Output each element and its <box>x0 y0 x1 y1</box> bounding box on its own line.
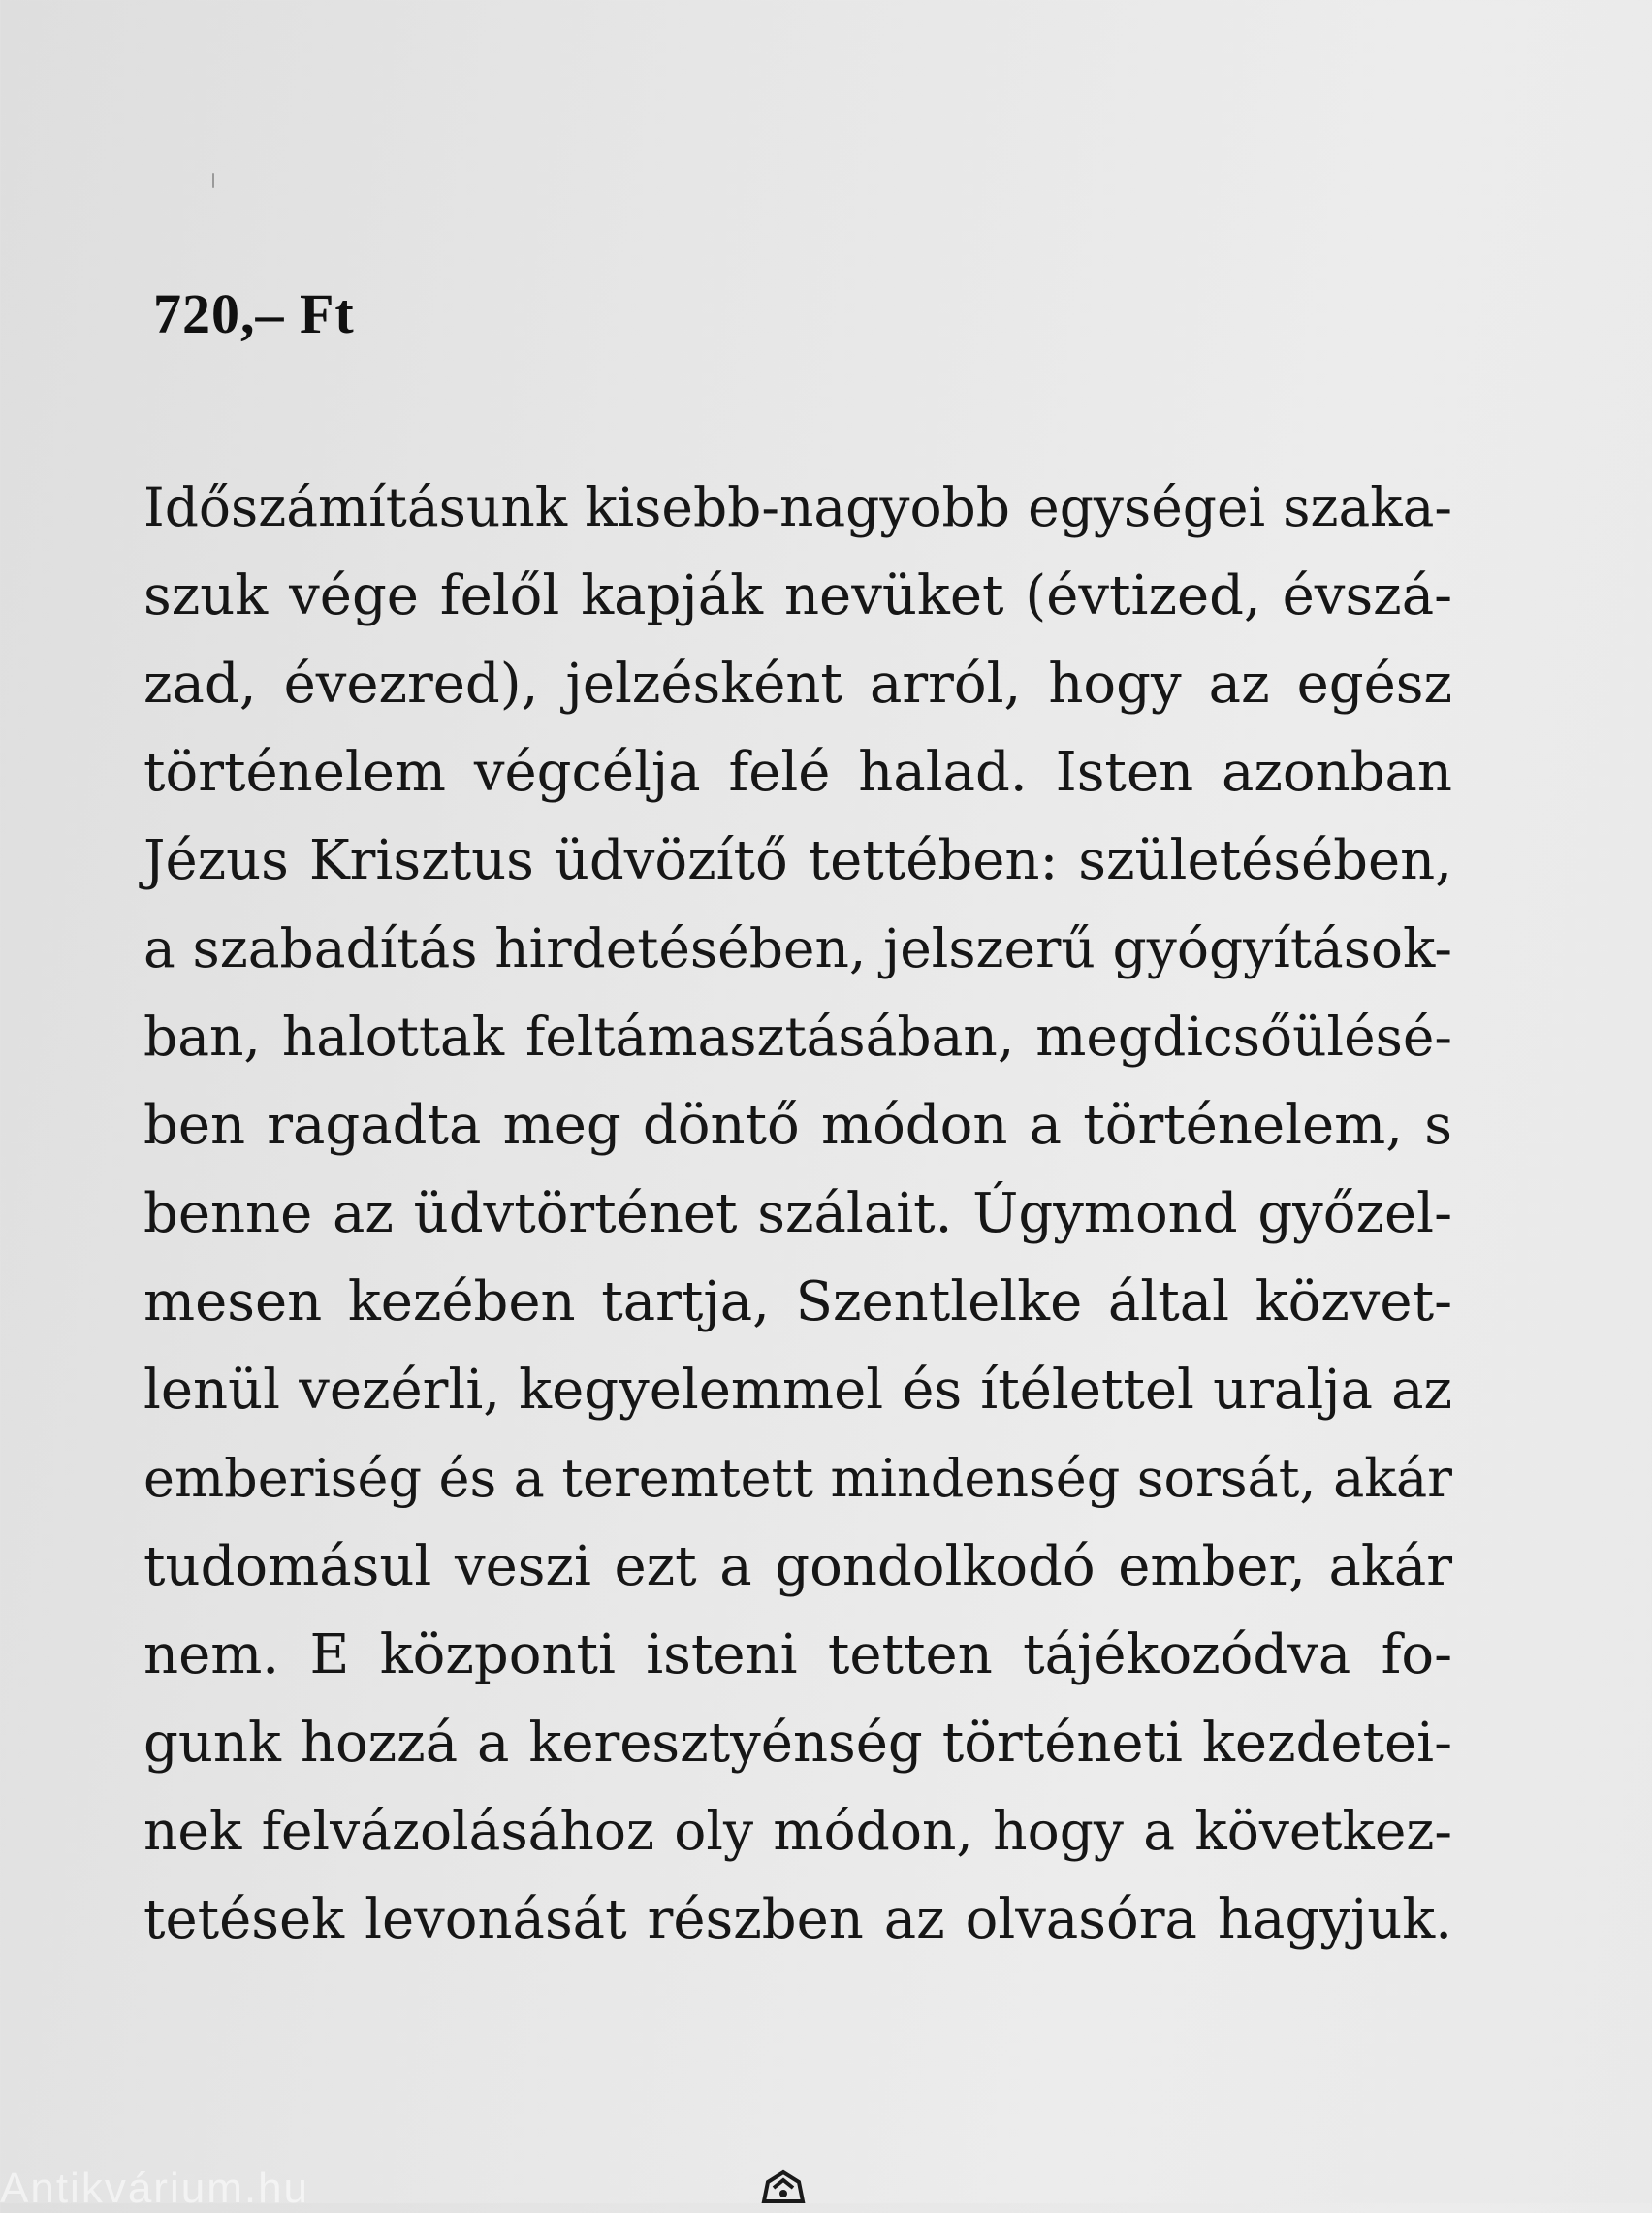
paragraph-line: benne az üdvtörténet szálait. Úgymond győzel- <box>143 1182 1452 1245</box>
paragraph-line: tetések levonását részben az olvasóra hagyjuk. <box>143 1888 1452 1951</box>
paragraph-line: lenül vezérli, kegyelemmel és ítélettel uralja az <box>143 1359 1452 1422</box>
paragraph-line: a szabadítás hirdetésében, jelszerű gyógyítások- <box>143 917 1452 979</box>
paragraph-line: történelem végcélja felé halad. Isten azonban <box>143 741 1452 804</box>
paper-speck <box>212 173 214 188</box>
paragraph-line: nek felvázolásához oly módon, hogy a következ- <box>143 1800 1452 1862</box>
paragraph-line: Jézus Krisztus üdvözítő tettében: születésében, <box>143 829 1452 892</box>
blurb-paragraph <box>143 464 1452 1964</box>
paragraph-line: nem. E központi isteni tetten tájékozódva fo- <box>143 1623 1452 1686</box>
publisher-logo-icon <box>758 2168 809 2203</box>
paragraph-line: Időszámításunk kisebb-nagyobb egységei szaka- <box>143 476 1452 538</box>
price-label: 720,– Ft <box>153 282 355 345</box>
paragraph-line: mesen kezében tartja, Szentlelke által közvet- <box>143 1270 1452 1333</box>
paragraph-line: emberiség és a teremtett mindenség sorsát, akár <box>143 1448 1452 1509</box>
paragraph-line: tudomásul veszi ezt a gondolkodó ember, akár <box>143 1535 1452 1598</box>
paragraph-line: zad, évezred), jelzésként arról, hogy az egész <box>143 653 1452 716</box>
watermark: Antikvárium.hu <box>0 2165 310 2212</box>
paragraph-line: ban, halottak feltámasztásában, megdicsőülésé- <box>143 1006 1452 1068</box>
paragraph-line: szuk vége felől kapják nevüket (évtized, évszá- <box>143 564 1452 627</box>
paragraph-line: gunk hozzá a keresztyénség történeti kezdetei- <box>143 1712 1452 1775</box>
paragraph-line: ben ragadta meg döntő módon a történelem, s <box>143 1094 1452 1157</box>
